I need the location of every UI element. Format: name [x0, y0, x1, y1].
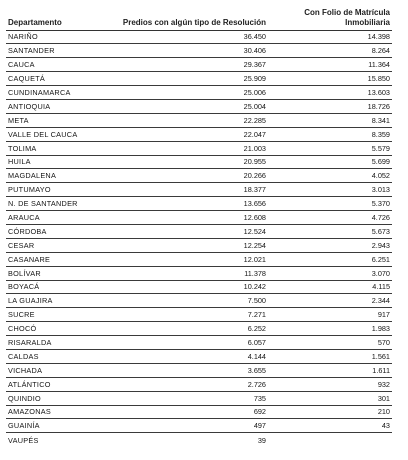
- cell-predios: 6.057: [118, 336, 272, 350]
- cell-predios: 497: [118, 419, 272, 433]
- table-row: [6, 197, 392, 211]
- cell-predios: 7.500: [118, 294, 272, 308]
- cell-departamento: N. DE SANTANDER: [6, 197, 118, 211]
- cell-departamento: CUNDINAMARCA: [6, 86, 118, 100]
- cell-departamento: META: [6, 113, 118, 127]
- cell-departamento: QUINDIO: [6, 391, 118, 405]
- table-row: [6, 405, 392, 419]
- table-row: [6, 113, 392, 127]
- table-row: [6, 280, 392, 294]
- table-row: [6, 58, 392, 72]
- table-row: [6, 72, 392, 86]
- cell-predios: 30.406: [118, 44, 272, 58]
- table-body: [6, 30, 392, 447]
- table-row: [6, 169, 392, 183]
- cell-departamento: CESAR: [6, 238, 118, 252]
- table-row: [6, 44, 392, 58]
- cell-predios: 22.047: [118, 127, 272, 141]
- cell-folio: 917: [272, 308, 392, 322]
- cell-departamento: CÓRDOBA: [6, 224, 118, 238]
- cell-predios: 735: [118, 391, 272, 405]
- cell-predios: 4.144: [118, 349, 272, 363]
- table-row: [6, 308, 392, 322]
- table-row: [6, 377, 392, 391]
- cell-folio: 43: [272, 419, 392, 433]
- table-row: [6, 252, 392, 266]
- cell-departamento: SUCRE: [6, 308, 118, 322]
- table-row: [6, 349, 392, 363]
- cell-folio: 18.726: [272, 99, 392, 113]
- table-row: [6, 99, 392, 113]
- cell-folio: 932: [272, 377, 392, 391]
- cell-predios: 39: [257, 435, 266, 445]
- cell-departamento: VICHADA: [6, 363, 118, 377]
- cell-predios: 13.656: [118, 197, 272, 211]
- cell-predios: 7.271: [118, 308, 272, 322]
- cell-folio: 301: [272, 391, 392, 405]
- cell-folio: 8.359: [272, 127, 392, 141]
- cell-predios: 692: [118, 405, 272, 419]
- cell-departamento: RISARALDA: [6, 336, 118, 350]
- cell-folio: 5.370: [272, 197, 392, 211]
- cell-departamento: ATLÁNTICO: [6, 377, 118, 391]
- cell-folio: 4.726: [272, 211, 392, 225]
- cell-predios: 12.254: [118, 238, 272, 252]
- table-row: [6, 127, 392, 141]
- table-row: [6, 336, 392, 350]
- cell-departamento: VALLE DEL CAUCA: [6, 127, 118, 141]
- cell-predios: 12.608: [118, 211, 272, 225]
- table-row: [6, 183, 392, 197]
- table-row: [6, 266, 392, 280]
- cell-departamento: CHOCÓ: [6, 322, 118, 336]
- cell-predios: 12.524: [118, 224, 272, 238]
- table-row: [6, 294, 392, 308]
- cell-predios: 6.252: [118, 322, 272, 336]
- cell-folio: 3.013: [272, 183, 392, 197]
- cell-predios: 36.450: [118, 30, 272, 44]
- cell-departamento: CALDAS: [6, 349, 118, 363]
- cell-folio: 2.344: [272, 294, 392, 308]
- cell-departamento: PUTUMAYO: [6, 183, 118, 197]
- cell-predios: 18.377: [118, 183, 272, 197]
- cell-departamento: LA GUAJIRA: [6, 294, 118, 308]
- cell-departamento: CAUCA: [6, 58, 118, 72]
- cell-departamento: AMAZONAS: [6, 405, 118, 419]
- cell-folio: 1.611: [272, 363, 392, 377]
- cell-predios: 25.909: [118, 72, 272, 86]
- cell-predios: 20.955: [118, 155, 272, 169]
- cell-folio: 1.561: [272, 349, 392, 363]
- header-row: [6, 0, 392, 30]
- cell-departamento: BOLÍVAR: [6, 266, 118, 280]
- cell-predios: 29.367: [118, 58, 272, 72]
- cell-folio: 5.579: [272, 141, 392, 155]
- cell-departamento: ARAUCA: [6, 211, 118, 225]
- cell-folio: 5.699: [272, 155, 392, 169]
- cell-folio: 2.943: [272, 238, 392, 252]
- cell-folio: 1.983: [272, 322, 392, 336]
- cell-departamento: BOYACÁ: [6, 280, 118, 294]
- header-folio: Con Folio de Matrícula Inmobiliaria: [272, 0, 392, 30]
- table-row: [6, 155, 392, 169]
- cell-predios: 22.285: [118, 113, 272, 127]
- cell-predios: 20.266: [118, 169, 272, 183]
- table-row: [6, 141, 392, 155]
- cell-folio: 11.364: [272, 58, 392, 72]
- cell-folio: 570: [272, 336, 392, 350]
- cell-departamento: GUAINÍA: [6, 419, 118, 433]
- cell-folio: 15.850: [272, 72, 392, 86]
- departamentos-table: [6, 0, 392, 447]
- table-row: [6, 322, 392, 336]
- table-row: [6, 391, 392, 405]
- cell-predios: 3.655: [118, 363, 272, 377]
- cell-folio: 210: [272, 405, 392, 419]
- cell-departamento: TOLIMA: [6, 141, 118, 155]
- cell-folio: 3.070: [272, 266, 392, 280]
- table-row: [6, 224, 392, 238]
- table-row: [6, 86, 392, 100]
- cell-folio: 5.673: [272, 224, 392, 238]
- cell-folio: [272, 433, 392, 447]
- cell-departamento: VAUPÉS: [8, 435, 39, 445]
- cell-folio: 4.115: [272, 280, 392, 294]
- cell-departamento: HUILA: [6, 155, 118, 169]
- table-row: [6, 433, 392, 447]
- cell-folio: 13.603: [272, 86, 392, 100]
- cell-folio: 8.264: [272, 44, 392, 58]
- header-departamento: Departamento: [6, 0, 118, 30]
- cell-folio: 4.052: [272, 169, 392, 183]
- header-predios: Predios con algún tipo de Resolución: [118, 0, 272, 30]
- cell-departamento: CASANARE: [6, 252, 118, 266]
- cell-predios: 10.242: [118, 280, 272, 294]
- table-row: [6, 238, 392, 252]
- cell-predios: 25.004: [118, 99, 272, 113]
- cell-predios: 12.021: [118, 252, 272, 266]
- table-row: [6, 363, 392, 377]
- cell-predios: 11.378: [118, 266, 272, 280]
- cell-folio: 8.341: [272, 113, 392, 127]
- cell-departamento: MAGDALENA: [6, 169, 118, 183]
- table-row: [6, 30, 392, 44]
- cell-departamento: NARIÑO: [6, 30, 118, 44]
- cell-predios: 21.003: [118, 141, 272, 155]
- cell-predios: 2.726: [118, 377, 272, 391]
- cell-predios: 25.006: [118, 86, 272, 100]
- table-row: [6, 211, 392, 225]
- cell-departamento: CAQUETÁ: [6, 72, 118, 86]
- table-row: [6, 419, 392, 433]
- cell-departamento: SANTANDER: [6, 44, 118, 58]
- cell-folio: 14.398: [272, 30, 392, 44]
- cell-departamento: ANTIOQUIA: [6, 99, 118, 113]
- cell-folio: 6.251: [272, 252, 392, 266]
- table-header: [6, 0, 392, 30]
